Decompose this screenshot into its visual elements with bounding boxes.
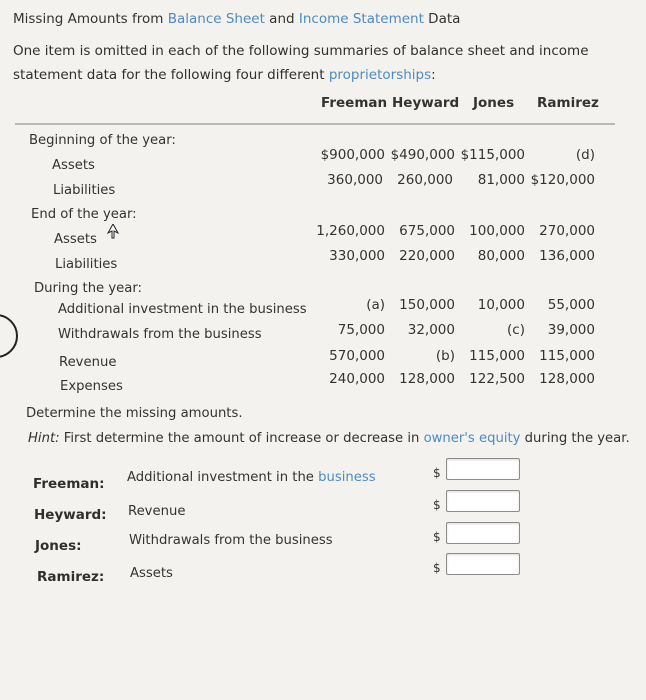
intro-text: One item is omitted in each of the following summaries of balance sheet and income statement data for the following four different proprietorships: bbox=[13, 43, 589, 83]
cell-end-liab-jones: 80,000 bbox=[477, 248, 525, 264]
cell-investment-freeman: (a) bbox=[366, 297, 385, 313]
row-label-expenses: Expenses bbox=[60, 379, 123, 394]
answer-currency-ramirez: $ bbox=[433, 561, 441, 575]
row-label-beg-assets: Assets bbox=[52, 158, 95, 173]
cell-end-liab-freeman: 330,000 bbox=[329, 248, 385, 264]
header-divider bbox=[15, 123, 615, 125]
column-header-ramirez: Ramirez bbox=[537, 95, 599, 111]
answer-currency-heyward: $ bbox=[433, 498, 441, 512]
cell-end-assets-ramirez: 270,000 bbox=[539, 223, 595, 239]
column-header-freeman: Freeman bbox=[321, 95, 388, 111]
cell-beg-assets-heyward: $490,000 bbox=[390, 147, 455, 163]
cell-end-liab-heyward: 220,000 bbox=[399, 248, 455, 264]
balance-sheet-link[interactable]: Balance Sheet bbox=[167, 11, 265, 27]
cell-expenses-heyward: 128,000 bbox=[399, 371, 455, 387]
cell-revenue-freeman: 570,000 bbox=[329, 348, 385, 364]
cell-investment-heyward: 150,000 bbox=[399, 297, 455, 313]
determine-instruction: Determine the missing amounts. bbox=[26, 406, 243, 421]
cell-end-assets-freeman: 1,260,000 bbox=[316, 223, 385, 239]
answer-input-ramirez[interactable] bbox=[446, 553, 520, 575]
income-statement-link[interactable]: Income Statement bbox=[298, 11, 424, 27]
answer-item-ramirez: Assets bbox=[130, 566, 173, 581]
cell-revenue-heyward: (b) bbox=[435, 348, 455, 364]
column-header-heyward: Heyward bbox=[392, 95, 460, 111]
page-title: Missing Amounts from Balance Sheet and Income Statement Data bbox=[13, 11, 461, 27]
answer-item-heyward: Revenue bbox=[128, 504, 186, 519]
answer-name-freeman: Freeman: bbox=[33, 476, 105, 492]
annotation-circle bbox=[0, 314, 18, 358]
proprietorships-link[interactable]: proprietorships bbox=[328, 67, 432, 83]
section-end: End of the year: bbox=[31, 207, 137, 222]
cell-withdrawals-jones: (c) bbox=[507, 322, 525, 338]
cell-investment-jones: 10,000 bbox=[477, 297, 525, 313]
answer-name-jones: Jones: bbox=[35, 538, 82, 554]
row-label-revenue: Revenue bbox=[59, 355, 117, 370]
answer-item-jones: Withdrawals from the business bbox=[129, 533, 333, 548]
answer-input-heyward[interactable] bbox=[446, 490, 520, 512]
answer-currency-freeman: $ bbox=[433, 466, 441, 480]
cell-beg-liab-heyward: 260,000 bbox=[397, 172, 453, 188]
cell-investment-ramirez: 55,000 bbox=[547, 297, 595, 313]
hint-text: Hint: First determine the amount of increase or decrease in owner's equity during the year. bbox=[28, 431, 630, 446]
cell-beg-liab-jones: 81,000 bbox=[477, 172, 525, 188]
cell-beg-liab-freeman: 360,000 bbox=[327, 172, 383, 188]
cell-revenue-jones: 115,000 bbox=[469, 348, 525, 364]
cell-expenses-freeman: 240,000 bbox=[329, 371, 385, 387]
cell-end-assets-heyward: 675,000 bbox=[399, 223, 455, 239]
cell-expenses-jones: 122,500 bbox=[469, 371, 525, 387]
cell-beg-liab-ramirez: $120,000 bbox=[530, 172, 595, 188]
section-beginning: Beginning of the year: bbox=[29, 133, 176, 148]
owners-equity-link[interactable]: owner's equity bbox=[423, 431, 521, 446]
answer-item-freeman: Additional investment in the business bbox=[127, 470, 376, 485]
row-label-beg-liabilities: Liabilities bbox=[53, 183, 116, 198]
cell-withdrawals-ramirez: 39,000 bbox=[547, 322, 595, 338]
row-label-end-liabilities: Liabilities bbox=[55, 257, 118, 272]
row-label-withdrawals: Withdrawals from the business bbox=[58, 327, 262, 342]
cell-end-assets-jones: 100,000 bbox=[469, 223, 525, 239]
cell-beg-assets-ramirez: (d) bbox=[575, 147, 595, 163]
answer-name-ramirez: Ramirez: bbox=[37, 569, 105, 585]
mouse-cursor-icon bbox=[107, 224, 119, 240]
row-label-investment: Additional investment in the business bbox=[58, 302, 307, 317]
answer-currency-jones: $ bbox=[433, 530, 441, 544]
business-link[interactable]: business bbox=[318, 470, 376, 485]
cell-revenue-ramirez: 115,000 bbox=[539, 348, 595, 364]
cell-end-liab-ramirez: 136,000 bbox=[539, 248, 595, 264]
row-label-end-assets: Assets bbox=[54, 232, 97, 247]
cell-withdrawals-heyward: 32,000 bbox=[407, 322, 455, 338]
cell-beg-assets-freeman: $900,000 bbox=[320, 147, 385, 163]
column-header-jones: Jones bbox=[473, 95, 515, 111]
cell-beg-assets-jones: $115,000 bbox=[460, 147, 525, 163]
answer-input-freeman[interactable] bbox=[446, 458, 520, 480]
answer-input-jones[interactable] bbox=[446, 522, 520, 544]
cell-expenses-ramirez: 128,000 bbox=[539, 371, 595, 387]
cell-withdrawals-freeman: 75,000 bbox=[337, 322, 385, 338]
section-during: During the year: bbox=[34, 281, 142, 296]
answer-name-heyward: Heyward: bbox=[34, 507, 107, 523]
